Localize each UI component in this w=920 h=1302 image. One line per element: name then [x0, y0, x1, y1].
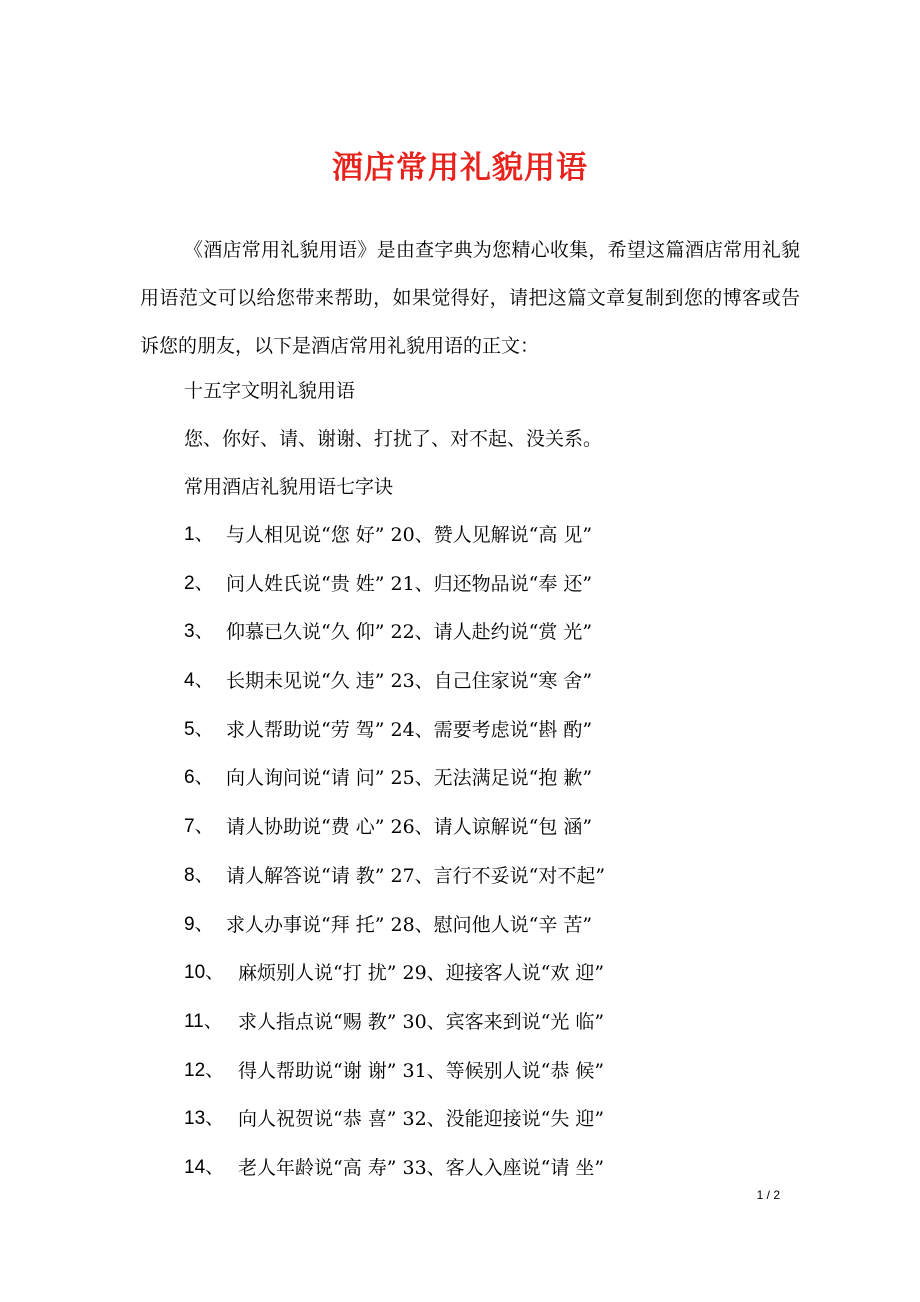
item-number: 6、	[184, 767, 214, 789]
list-item	[184, 861, 804, 910]
list-item	[184, 1007, 804, 1056]
item-text: 向人祝贺说“恭 喜” 32、没能迎接说“失 迎”	[238, 1108, 605, 1131]
item-number: 3、	[184, 621, 214, 643]
item-text: 老人年龄说“高 寿” 33、客人入座说“请 坐”	[238, 1156, 605, 1179]
phrase-list	[184, 520, 804, 1202]
item-number: 11、	[184, 1010, 223, 1032]
list-item	[184, 958, 804, 1007]
item-text: 得人帮助说“谢 谢” 31、等候别人说“恭 候”	[238, 1059, 605, 1082]
item-text: 与人相见说“您 好” 20、赞人见解说“高 见”	[226, 524, 593, 546]
list-item	[184, 1056, 804, 1105]
item-number: 12、	[184, 1059, 225, 1081]
item-text: 麻烦别人说“打 扰” 29、迎接客人说“欢 迎”	[238, 962, 605, 985]
list-item	[184, 763, 804, 812]
item-text: 求人指点说“赐 教” 30、宾客来到说“光 临”	[238, 1010, 605, 1033]
document-title: 酒店常用礼貌用语	[332, 150, 588, 186]
item-number: 13、	[184, 1108, 225, 1130]
item-number: 14、	[184, 1156, 225, 1178]
list-item	[184, 666, 804, 715]
item-number: 2、	[184, 572, 214, 594]
page-number: 1 / 2	[756, 1188, 780, 1202]
item-number: 8、	[184, 864, 214, 886]
intro-paragraph: 《酒店常用礼貌用语》是由查字典为您精心收集，希望这篇酒店常用礼貌用语范文可以给您带来帮助，如果觉得好，请把这篇文章复制到您的博客或告诉您的朋友，以下是酒店常用礼貌用语的正文：	[140, 239, 800, 357]
section-heading-civility: 十五字文明礼貌用语	[184, 380, 356, 402]
item-number: 5、	[184, 718, 214, 740]
list-item	[184, 715, 804, 764]
item-text: 求人帮助说“劳 驾” 24、需要考虑说“斟 酌”	[226, 718, 593, 741]
item-text: 向人询问说“请 问” 25、无法满足说“抱 歉”	[226, 767, 593, 790]
item-number: 7、	[184, 816, 214, 838]
item-text: 请人协助说“费 心” 26、请人谅解说“包 涵”	[226, 816, 593, 839]
item-number: 1、	[184, 524, 214, 545]
item-text: 长期未见说“久 违” 23、自己住家说“寒 舍”	[226, 670, 593, 693]
item-text: 问人姓氏说“贵 姓” 21、归还物品说“奉 还”	[226, 572, 593, 595]
list-item	[184, 910, 804, 959]
list-item	[184, 617, 804, 666]
item-text: 请人解答说“请 教” 27、言行不妥说“对不起”	[226, 864, 606, 887]
list-item	[184, 812, 804, 861]
item-text: 仰慕已久说“久 仰” 22、请人赴约说“赏 光”	[226, 621, 593, 644]
list-item	[184, 520, 804, 569]
item-number: 9、	[184, 913, 214, 935]
item-text: 求人办事说“拜 托” 28、慰问他人说“辛 苦”	[226, 913, 593, 936]
list-item	[184, 569, 804, 618]
section-heading-seven-character: 常用酒店礼貌用语七字诀	[184, 476, 394, 498]
courtesy-phrases: 您、你好、请、谢谢、打扰了、对不起、没关系。	[184, 428, 603, 450]
item-number: 10、	[184, 962, 225, 984]
list-item	[184, 1153, 804, 1202]
item-number: 4、	[184, 670, 214, 692]
list-item	[184, 1104, 804, 1153]
